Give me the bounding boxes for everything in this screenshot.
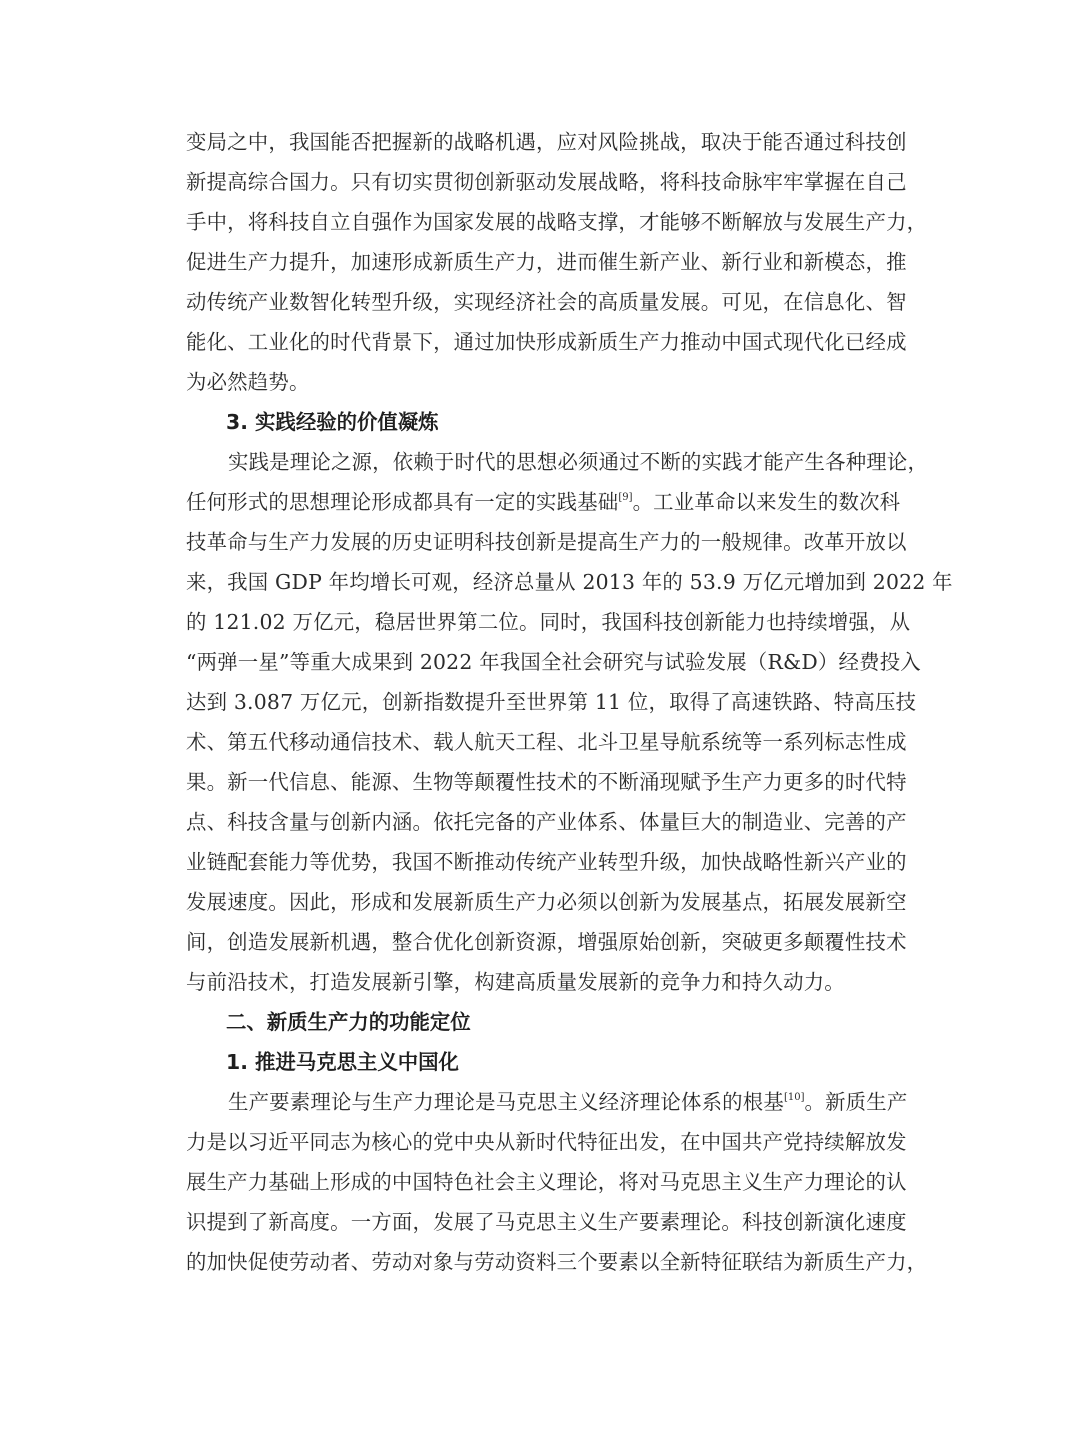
- text-line: 变局之中，我国能否把握新的战略机遇，应对风险挑战，取决于能否通过科技创: [186, 130, 907, 154]
- text-line: 技革命与生产力发展的历史证明科技创新是提高生产力的一般规律。改革开放以: [186, 530, 907, 554]
- text-line: 术、第五代移动通信技术、载人航天工程、北斗卫星导航系统等一系列标志性成: [186, 730, 907, 754]
- text-line: 实践是理论之源，依赖于时代的思想必须通过不断的实践才能产生各种理论，: [228, 450, 929, 474]
- text-segment: 。新质生产: [804, 1090, 908, 1114]
- citation-reference: [9]: [618, 492, 633, 503]
- text-line: 达到 3.087 万亿元，创新指数提升至世界第 11 位，取得了高速铁路、特高压技: [186, 690, 917, 714]
- text-line: 手中，将科技自立自强作为国家发展的战略支撑，才能够不断解放与发展生产力，: [186, 210, 928, 234]
- section-heading: 3. 实践经验的价值凝炼: [226, 410, 439, 434]
- text-line: 间，创造发展新机遇，整合优化创新资源，增强原始创新，突破更多颠覆性技术: [186, 930, 907, 954]
- text-line: 力是以习近平同志为核心的党中央从新时代特征出发，在中国共产党持续解放发: [186, 1130, 907, 1154]
- text-line: 识提到了新高度。一方面，发展了马克思主义生产要素理论。科技创新演化速度: [186, 1210, 907, 1234]
- text-line: 点、科技含量与创新内涵。依托完备的产业体系、体量巨大的制造业、完善的产: [186, 810, 907, 834]
- section-heading: 1. 推进马克思主义中国化: [226, 1050, 459, 1074]
- chapter-heading: 二、新质生产力的功能定位: [226, 1010, 471, 1034]
- text-line: 业链配套能力等优势，我国不断推动传统产业转型升级，加快战略性新兴产业的: [186, 850, 907, 874]
- text-line: 果。新一代信息、能源、生物等颠覆性技术的不断涌现赋予生产力更多的时代特: [186, 770, 907, 794]
- document-page: [186, 122, 953, 1282]
- text-segment: 生产要素理论与生产力理论是马克思主义经济理论体系的根基: [228, 1090, 784, 1114]
- text-line-with-citation: [186, 482, 901, 522]
- text-line: 为必然趋势。: [186, 370, 310, 394]
- text-line: 发展速度。因此，形成和发展新质生产力必须以创新为发展基点，拓展发展新空: [186, 890, 907, 914]
- text-line: 来，我国 GDP 年均增长可观，经济总量从 2013 年的 53.9 万亿元增加到 2022 年: [186, 570, 953, 594]
- text-segment: 。工业革命以来发生的数次科: [632, 490, 901, 514]
- text-line: 新提高综合国力。只有切实贯彻创新驱动发展战略，将科技命脉牢牢掌握在自己: [186, 170, 907, 194]
- paragraph-practice-experience: [186, 442, 953, 1002]
- text-line: 的 121.02 万亿元，稳居世界第二位。同时，我国科技创新能力也持续增强，从: [186, 610, 911, 634]
- citation-reference: [10]: [783, 1092, 805, 1103]
- text-line: “两弹一星”等重大成果到 2022 年我国全社会研究与试验发展（R&D）经费投入: [186, 650, 921, 674]
- text-segment: 任何形式的思想理论形成都具有一定的实践基础: [186, 490, 619, 514]
- text-line: 能化、工业化的时代背景下，通过加快形成新质生产力推动中国式现代化已经成: [186, 330, 907, 354]
- text-line: 促进生产力提升，加速形成新质生产力，进而催生新产业、新行业和新模态，推: [186, 250, 907, 274]
- text-line: 与前沿技术，打造发展新引擎，构建高质量发展新的竞争力和持久动力。: [186, 970, 845, 994]
- paragraph-continuation: [186, 122, 928, 402]
- paragraph-marxism-sinicization: [186, 1082, 928, 1282]
- text-line: 动传统产业数智化转型升级，实现经济社会的高质量发展。可见，在信息化、智: [186, 290, 907, 314]
- text-line: 的加快促使劳动者、劳动对象与劳动资料三个要素以全新特征联结为新质生产力，: [186, 1250, 928, 1274]
- text-line: 展生产力基础上形成的中国特色社会主义理论，将对马克思主义生产力理论的认: [186, 1170, 907, 1194]
- text-line-with-citation: [186, 1082, 908, 1122]
